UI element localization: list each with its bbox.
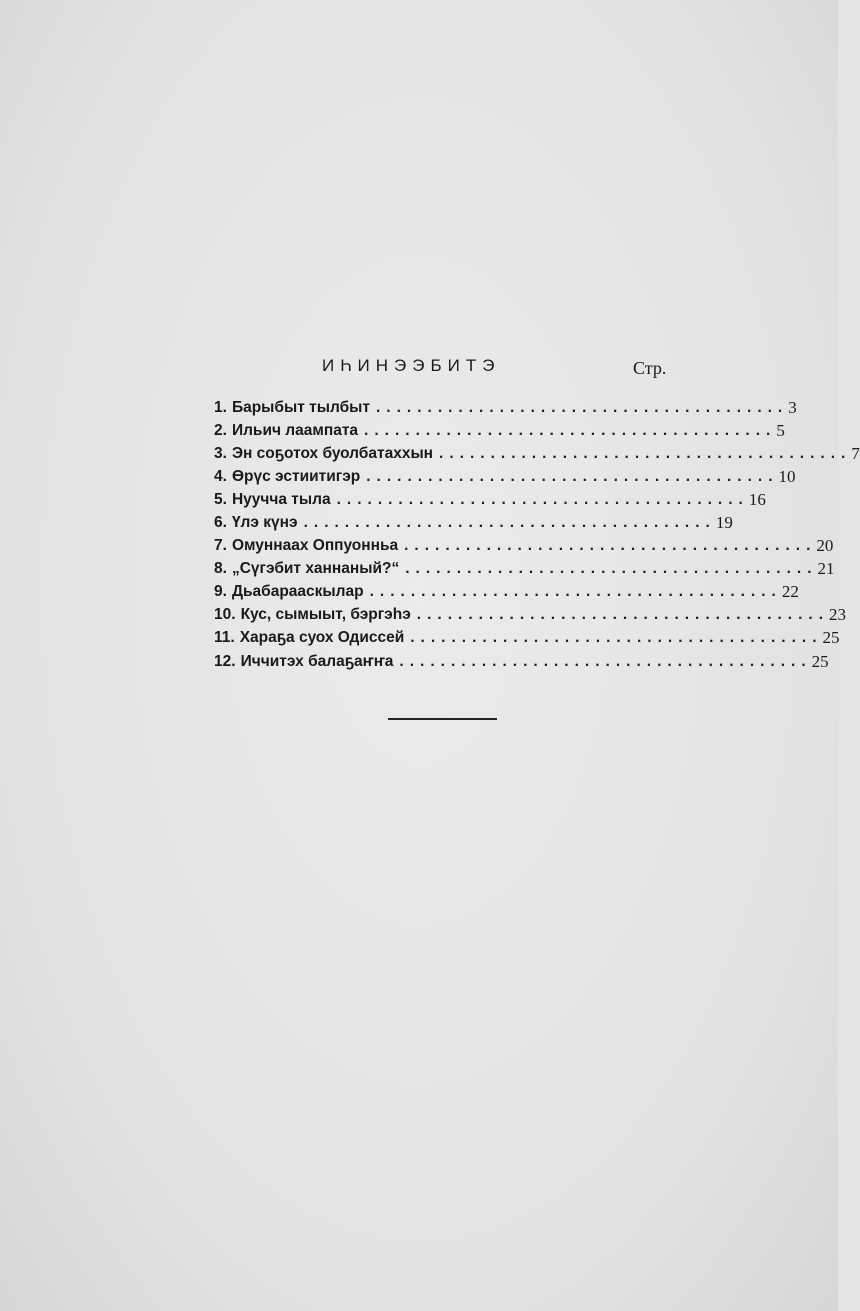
toc-entry — [214, 581, 799, 604]
entry-page: 5 — [776, 420, 785, 440]
toc-entry — [214, 511, 733, 534]
toc-entry — [214, 650, 829, 673]
leader-dots: ........................................ — [416, 606, 830, 624]
entry-title: Иччитэх балаҕаҥҥа — [240, 652, 394, 670]
entry-number: 12. — [214, 652, 236, 670]
entry-page: 25 — [811, 651, 829, 671]
toc-entry — [214, 396, 797, 419]
toc-entry — [214, 604, 847, 627]
entry-number: 4. — [214, 467, 227, 485]
leader-dots: ........................................ — [303, 514, 716, 532]
entry-page: 20 — [816, 536, 834, 556]
toc-entry — [214, 535, 834, 558]
leader-dots: ........................................ — [366, 467, 779, 485]
entry-number: 2. — [214, 421, 227, 439]
entry-number: 10. — [214, 606, 236, 624]
leader-dots: ........................................ — [369, 583, 782, 601]
entry-number: 5. — [214, 490, 227, 508]
page-column-label: Стр. — [633, 358, 667, 378]
entry-page: 16 — [748, 489, 766, 509]
toc-entry — [214, 627, 840, 650]
entry-number: 7. — [214, 537, 227, 555]
entry-title: Хараҕа суох Одиссей — [239, 629, 405, 647]
entry-title: Ильич лаампата — [231, 421, 359, 439]
entry-title: Үлэ күнэ — [231, 514, 298, 532]
entry-number: 11. — [214, 629, 235, 647]
entry-page: 25 — [822, 628, 840, 648]
entry-title: Омуннаах Оппуонньа — [231, 537, 399, 555]
entry-number: 8. — [214, 560, 227, 578]
entry-title: Кус, сымыыт, бэргэһэ — [240, 606, 411, 624]
entry-page: 7 — [851, 443, 860, 463]
toc-entry — [214, 465, 796, 488]
entry-number: 6. — [214, 514, 227, 532]
entry-page: 21 — [817, 559, 835, 579]
entry-title: Өрүс эстиитигэр — [231, 467, 361, 485]
entry-title: Барыбыт тылбыт — [231, 398, 370, 416]
entry-title: Эн соҕотох буолбатаххын — [231, 444, 434, 462]
entry-page: 19 — [715, 513, 733, 533]
entry-page: 22 — [781, 582, 799, 602]
toc-heading: ИҺИНЭЭБИТЭ — [322, 356, 501, 375]
leader-dots: ........................................ — [405, 560, 818, 578]
table-of-contents — [214, 396, 860, 673]
entry-number: 3. — [214, 444, 227, 462]
leader-dots: ........................................ — [364, 421, 777, 439]
toc-entry — [214, 558, 835, 581]
entry-number: 1. — [214, 398, 227, 416]
entry-title: Дьабарааскылар — [231, 583, 364, 601]
leader-dots: ........................................ — [336, 490, 749, 508]
leader-dots: ........................................ — [404, 537, 817, 555]
entry-page: 3 — [788, 397, 797, 417]
leader-dots: ........................................ — [439, 444, 852, 462]
entry-title: Нуучча тыла — [231, 490, 331, 508]
entry-page: 23 — [829, 605, 847, 625]
entry-title: „Сүгэбит ханнаный?“ — [231, 560, 400, 578]
entry-page: 10 — [778, 466, 796, 486]
leader-dots: ........................................ — [399, 652, 812, 670]
entry-number: 9. — [214, 583, 227, 601]
leader-dots: ........................................ — [410, 629, 823, 647]
toc-entry — [214, 488, 766, 511]
toc-entry — [214, 419, 785, 442]
divider-rule — [388, 718, 497, 720]
toc-entry — [214, 442, 860, 465]
leader-dots: ........................................ — [375, 398, 789, 416]
